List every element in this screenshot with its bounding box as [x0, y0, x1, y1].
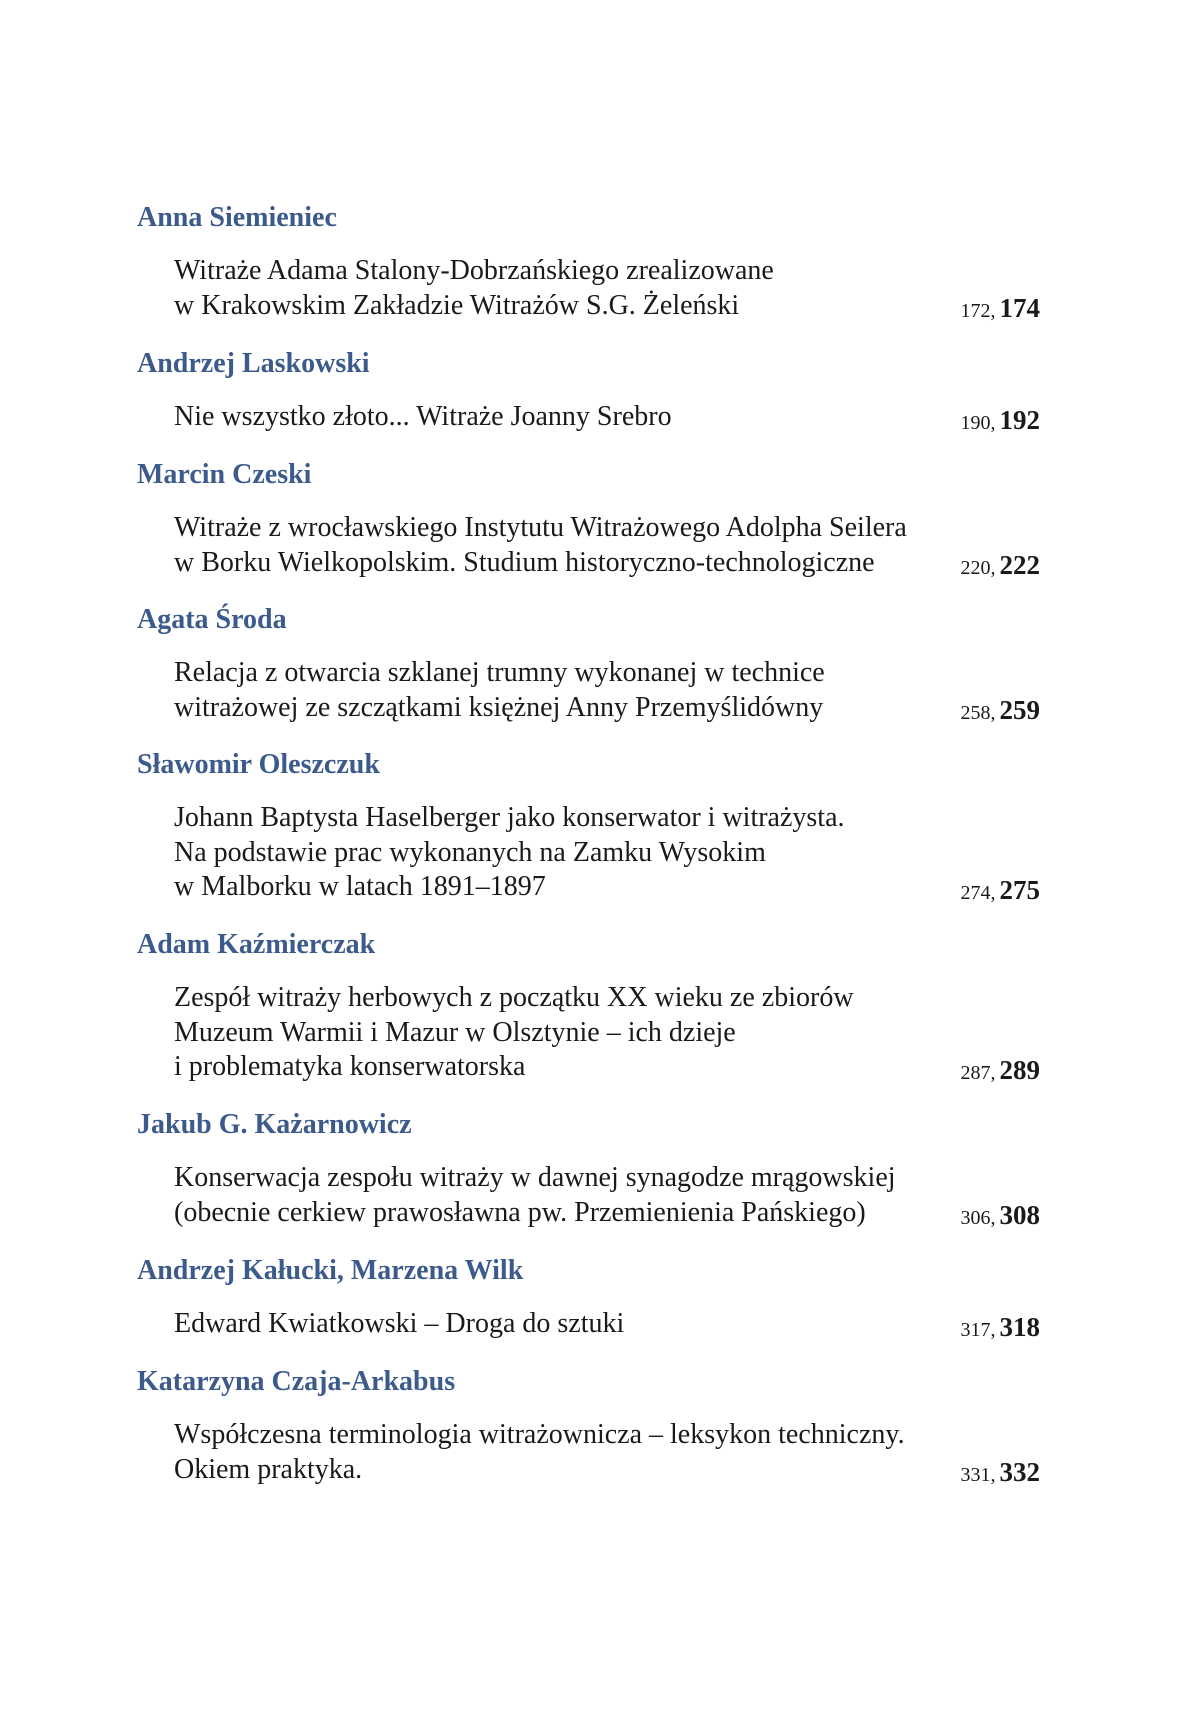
article-title — [174, 656, 825, 725]
page-to: 289 — [999, 1055, 1040, 1085]
title-line: Okiem praktyka. — [174, 1453, 363, 1485]
page-numbers — [961, 1314, 1041, 1341]
author-name: Adam Kaźmierczak — [137, 929, 376, 960]
page-numbers — [961, 552, 1041, 579]
page-to: 318 — [999, 1312, 1040, 1342]
page-numbers — [961, 1057, 1041, 1084]
page-to: 308 — [999, 1200, 1040, 1230]
author-name: Agata Środa — [137, 604, 287, 635]
page-numbers — [961, 697, 1041, 724]
page-from: 331, — [960, 1464, 996, 1486]
page-numbers — [961, 407, 1041, 434]
title-line: Współczesna terminologia witrażownicza – leksykon techniczny. — [174, 1419, 905, 1450]
page-from: 258, — [960, 702, 996, 724]
author-name: Jakub G. Każarnowicz — [137, 1109, 412, 1140]
author-name: Katarzyna Czaja-Arkabus — [137, 1366, 456, 1397]
title-line: w Malborku w latach 1891–1897 — [174, 871, 546, 903]
page-to: 222 — [999, 550, 1040, 580]
title-line: Johann Baptysta Haselberger jako konserwator i witrażysta. — [174, 802, 845, 833]
article-title — [174, 981, 854, 1085]
page-from: 172, — [960, 300, 996, 322]
page-from: 306, — [960, 1207, 996, 1229]
page-from: 190, — [960, 412, 996, 434]
page-to: 259 — [999, 695, 1040, 725]
title-line: Edward Kwiatkowski – Droga do sztuki — [174, 1308, 625, 1339]
page-to: 275 — [999, 875, 1040, 905]
page-numbers — [961, 1202, 1041, 1229]
page-to: 192 — [999, 405, 1040, 435]
title-line: i problematyka konserwatorska — [174, 1051, 526, 1083]
article-title — [174, 801, 845, 905]
page-from: 220, — [960, 557, 996, 579]
author-name: Marcin Czeski — [137, 459, 312, 490]
article-title — [174, 511, 907, 580]
page-from: 317, — [960, 1319, 996, 1341]
page-to: 174 — [999, 293, 1040, 323]
page-numbers — [961, 877, 1041, 904]
title-line: (obecnie cerkiew prawosławna pw. Przemienienia Pańskiego) — [174, 1196, 866, 1228]
title-line: Zespół witraży herbowych z początku XX wieku ze zbiorów — [174, 982, 854, 1013]
title-line: Nie wszystko złoto... Witraże Joanny Srebro — [174, 401, 672, 432]
author-name: Sławomir Oleszczuk — [137, 749, 380, 780]
title-line: Witraże Adama Stalony-Dobrzańskiego zrealizowane — [174, 255, 774, 286]
title-line: Konserwacja zespołu witraży w dawnej synagodze mrągowskiej — [174, 1162, 896, 1193]
title-line: Muzeum Warmii i Mazur w Olsztynie – ich dzieje — [174, 1016, 736, 1048]
article-title — [174, 254, 774, 323]
title-line: w Krakowskim Zakładzie Witrażów S.G. Żeleński — [174, 289, 740, 321]
article-title — [174, 1418, 905, 1487]
author-name: Anna Siemieniec — [137, 202, 337, 233]
title-line: witrażowej ze szczątkami księżnej Anny Przemyślidówny — [174, 691, 824, 723]
page-from: 287, — [960, 1062, 996, 1084]
author-name: Andrzej Kałucki, Marzena Wilk — [137, 1255, 524, 1286]
title-line: w Borku Wielkopolskim. Studium historyczno-technologiczne — [174, 546, 875, 578]
page-from: 274, — [960, 882, 996, 904]
page-numbers — [961, 295, 1041, 322]
page-to: 332 — [999, 1457, 1040, 1487]
title-line: Relacja z otwarcia szklanej trumny wykonanej w technice — [174, 657, 825, 688]
title-line: Na podstawie prac wykonanych na Zamku Wysokim — [174, 836, 766, 868]
page-numbers — [961, 1459, 1041, 1486]
title-line: Witraże z wrocławskiego Instytutu Witrażowego Adolpha Seilera — [174, 512, 907, 543]
article-title — [174, 400, 672, 435]
author-name: Andrzej Laskowski — [137, 348, 370, 379]
article-title — [174, 1161, 896, 1230]
article-title — [174, 1307, 624, 1342]
